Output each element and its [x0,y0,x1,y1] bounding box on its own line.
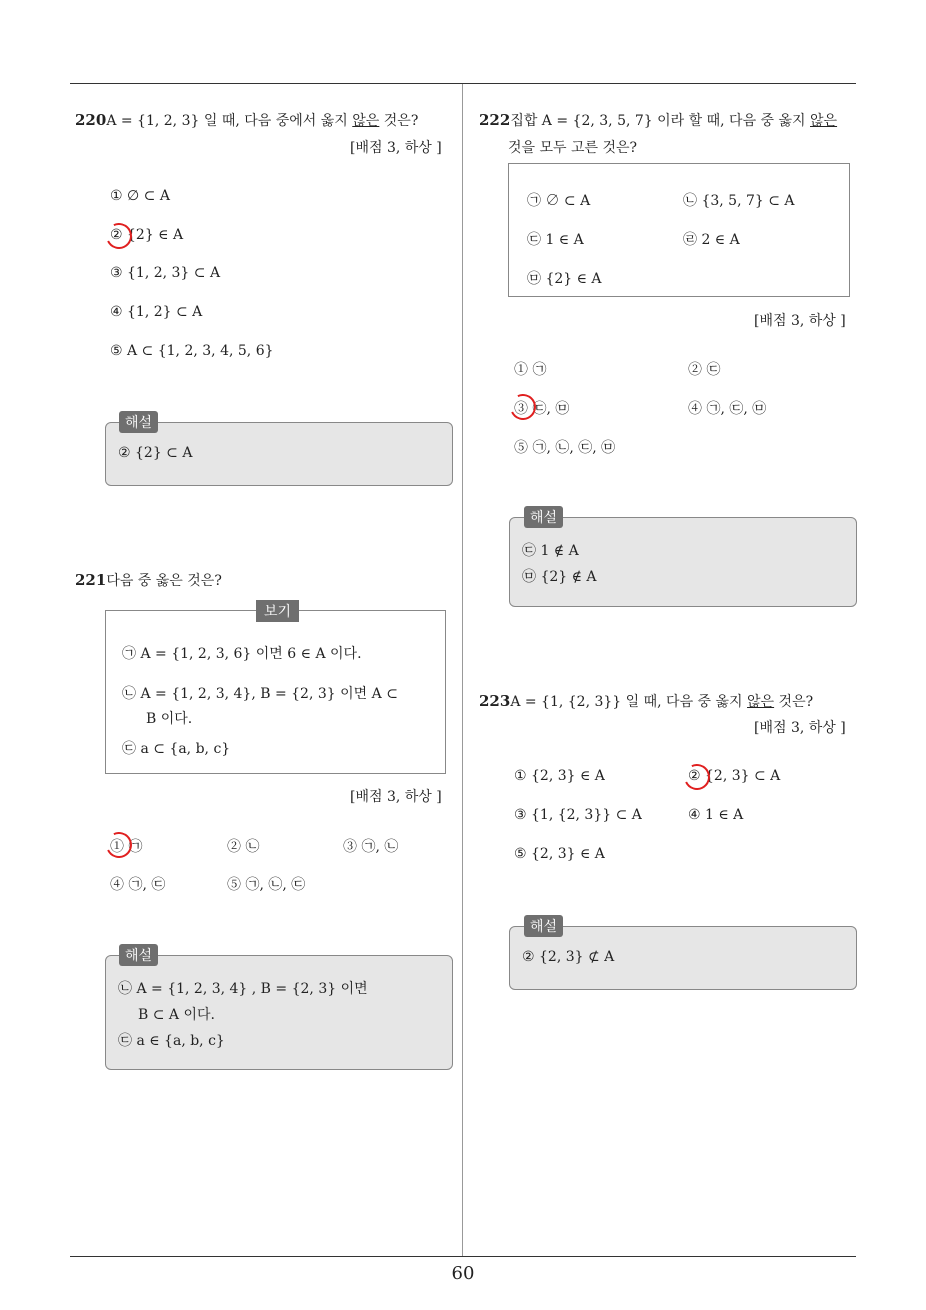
q222-meta: [배점 3, 하상 ] [754,313,846,329]
q220-number: 220 [75,111,107,129]
q222-explanation [509,517,857,607]
q222-option-1[interactable]: ① ㉠ [514,362,547,378]
q221-stem: 221다음 중 옳은 것은? [75,571,222,589]
q221-option-2[interactable]: ② ㉡ [227,839,260,855]
top-rule [70,83,856,84]
q221-explanation-line-3: ㉢ a ∈ {a, b, c} [118,1033,225,1049]
q223-meta: [배점 3, 하상 ] [754,720,846,736]
q221-example-box [105,610,446,774]
q222-explanation-line-1: ㉢ 1 ∉ A [522,543,579,559]
column-divider [462,84,463,1257]
bottom-rule [70,1256,856,1257]
q222-box-item-4: ㉣ 2 ∈ A [683,232,740,248]
q223-option-1[interactable]: ① {2, 3} ∈ A [514,768,605,784]
q220-stem: 220A = {1, 2, 3} 일 때, 다음 중에서 옳지 않은 것은? [75,111,419,129]
q222-condition-box [508,163,850,297]
q221-explanation-line-1: ㉡ A = {1, 2, 3, 4} , B = {2, 3} 이면 [118,981,368,997]
q223-number: 223 [479,692,511,710]
q220-option-4[interactable]: ④ {1, 2} ⊂ A [110,304,203,320]
q223-option-2[interactable]: ② {2, 3} ⊂ A [688,768,781,784]
q223-stem: 223A = {1, {2, 3}} 일 때, 다음 중 옳지 않은 것은? [479,692,814,710]
q221-box-item-2: ㉡ A = {1, 2, 3, 4}, B = {2, 3} 이면 A ⊂ [122,686,398,702]
q220-explanation-tag: 해설 [119,411,158,433]
q223-option-3[interactable]: ③ {1, {2, 3}} ⊂ A [514,807,642,823]
q222-option-5[interactable]: ⑤ ㉠, ㉡, ㉢, ㉤ [514,440,616,456]
q222-box-item-2: ㉡ {3, 5, 7} ⊂ A [683,193,795,209]
q222-stem-line-2: 것을 모두 고른 것은? [508,140,638,156]
q220-answer-mark [102,219,135,252]
q221-box-item-2-cont: B 이다. [146,711,193,727]
q222-stem-line-1: 222집합 A = {2, 3, 5, 7} 이라 할 때, 다음 중 옳지 않은 [479,111,838,129]
q222-explanation-tag: 해설 [524,506,563,528]
q220-option-1[interactable]: ① ∅ ⊂ A [110,188,170,204]
q222-answer-mark [506,390,539,423]
q221-explanation [105,955,453,1070]
q220-option-2[interactable]: ② {2} ∈ A [110,227,184,243]
q221-option-3[interactable]: ③ ㉠, ㉡ [343,839,399,855]
q222-option-3[interactable]: ③ ㉢, ㉤ [514,401,570,417]
q223-answer-mark [680,760,713,793]
q222-box-item-1: ㉠ ∅ ⊂ A [527,193,591,209]
q223-option-4[interactable]: ④ 1 ∈ A [688,807,744,823]
q222-box-item-3: ㉢ 1 ∈ A [527,232,584,248]
q221-option-1[interactable]: ① ㉠ [110,839,143,855]
q223-explanation-tag: 해설 [524,915,563,937]
q221-box-item-1: ㉠ A = {1, 2, 3, 6} 이면 6 ∈ A 이다. [122,646,362,662]
q223-option-5[interactable]: ⑤ {2, 3} ∈ A [514,846,605,862]
q220-option-5[interactable]: ⑤ A ⊂ {1, 2, 3, 4, 5, 6} [110,343,274,359]
q220-meta: [배점 3, 하상 ] [350,140,442,156]
q221-box-title: 보기 [256,600,299,622]
q222-number: 222 [479,111,511,129]
q222-option-4[interactable]: ④ ㉠, ㉢, ㉤ [688,401,767,417]
q222-box-item-5: ㉤ {2} ∈ A [527,271,602,287]
q220-option-3[interactable]: ③ {1, 2, 3} ⊂ A [110,265,221,281]
q222-explanation-line-2: ㉤ {2} ∉ A [522,569,597,585]
q221-box-item-3: ㉢ a ⊂ {a, b, c} [122,741,231,757]
q221-option-4[interactable]: ④ ㉠, ㉢ [110,877,166,893]
q222-option-2[interactable]: ② ㉢ [688,362,721,378]
page-number: 60 [451,1263,475,1284]
q221-number: 221 [75,571,107,589]
q221-answer-mark [102,828,135,861]
q221-meta: [배점 3, 하상 ] [350,789,442,805]
q220-explanation-line: ② {2} ⊂ A [118,445,193,461]
q221-explanation-line-2: B ⊂ A 이다. [138,1007,215,1023]
q223-explanation-line: ② {2, 3} ⊄ A [522,949,615,965]
q221-explanation-tag: 해설 [119,944,158,966]
q221-option-5[interactable]: ⑤ ㉠, ㉡, ㉢ [227,877,306,893]
